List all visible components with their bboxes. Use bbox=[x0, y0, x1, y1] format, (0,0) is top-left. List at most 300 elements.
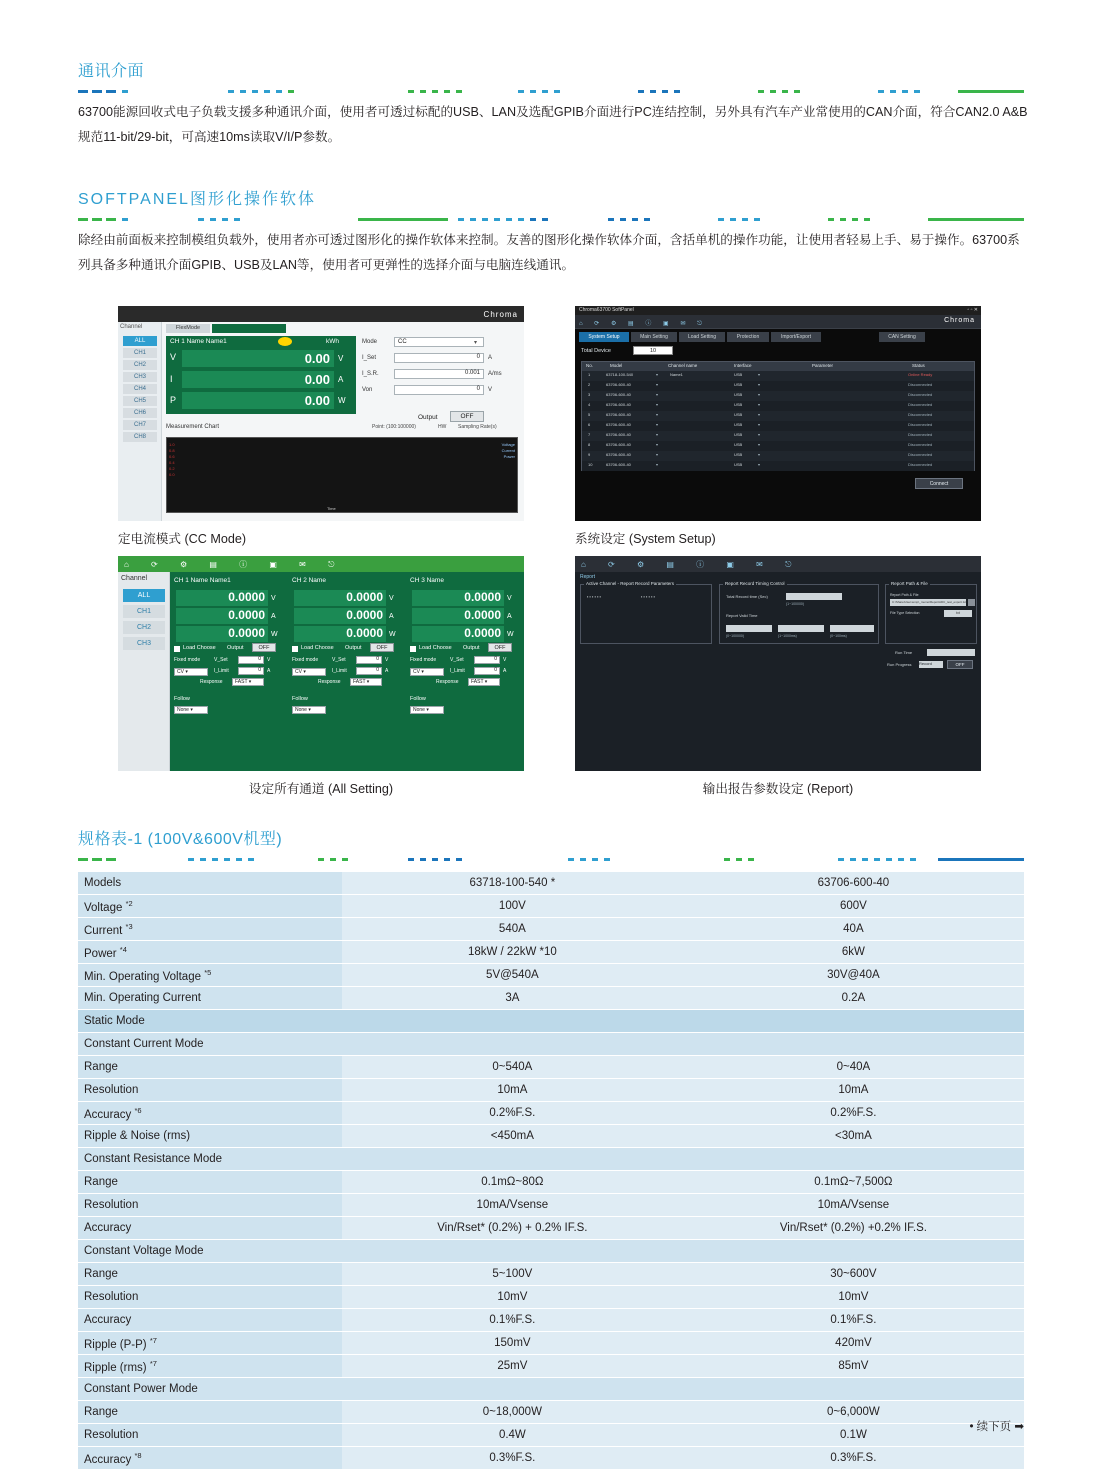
i-limit-input[interactable] bbox=[356, 667, 382, 675]
as-sidebar-item-all[interactable]: ALL bbox=[123, 589, 165, 602]
cc-field-value-mode[interactable]: CC bbox=[394, 337, 484, 347]
ss-tabs[interactable] bbox=[579, 332, 977, 342]
v-set-value: 0 bbox=[376, 656, 379, 662]
cc-row-unit-i: I bbox=[170, 374, 173, 384]
channel-unit-v: V bbox=[271, 595, 276, 602]
response-label: Response bbox=[200, 679, 223, 685]
rp-field-label-total: Total Record time (Sec) bbox=[726, 594, 768, 599]
table-row[interactable] bbox=[582, 461, 974, 471]
spec-row bbox=[78, 872, 1024, 895]
spec-label: Power $^{*4}$ bbox=[78, 941, 342, 964]
cc-chart-legend bbox=[502, 442, 515, 460]
channel-value-box-i bbox=[412, 608, 504, 624]
spec-label: Range bbox=[78, 1263, 342, 1286]
rp-field-input-valid[interactable] bbox=[726, 625, 772, 632]
follow-select[interactable]: None ▾ bbox=[292, 706, 326, 714]
spec-row bbox=[78, 1102, 1024, 1125]
cc-legend-current: Current bbox=[501, 448, 515, 453]
cell-no: 8 bbox=[588, 442, 591, 447]
cc-field-label-von: Von bbox=[362, 387, 373, 393]
spec-value-model1: 5~100V bbox=[342, 1263, 683, 1286]
load-choose-checkbox[interactable] bbox=[174, 646, 180, 652]
response-label: Response bbox=[436, 679, 459, 685]
cc-row-suffix-v: V bbox=[338, 354, 344, 363]
output-label: Output bbox=[345, 645, 362, 651]
table-row[interactable] bbox=[582, 441, 974, 451]
rp-field-hint-total: (1~100000) bbox=[786, 602, 805, 606]
caption-report: 输出报告参数设定 (Report) bbox=[702, 782, 854, 796]
load-choose-checkbox[interactable] bbox=[410, 646, 416, 652]
channel-value-box-p bbox=[176, 626, 268, 642]
toolbar-icons[interactable]: ⌂ ⟳ ⚙ ▤ ⓘ ▣ ✉ ⎋ bbox=[579, 321, 707, 327]
channel-value-box-v bbox=[412, 590, 504, 606]
cc-tab-flexmode[interactable]: FlexMode bbox=[166, 324, 210, 333]
spec-row bbox=[78, 1056, 1024, 1079]
cell-model: 63706-600-40 bbox=[606, 452, 631, 457]
dropdown-arrow-icon[interactable]: ▾ bbox=[758, 392, 761, 397]
spec-row bbox=[78, 1309, 1024, 1332]
col-parameter: Parameter bbox=[812, 363, 834, 368]
cc-field-unit-von: V bbox=[488, 387, 493, 393]
cell-interface[interactable]: USB bbox=[734, 442, 743, 447]
rp-progress-label: Run Progress bbox=[887, 662, 912, 667]
channel-unit-i: A bbox=[271, 613, 276, 620]
spec-table bbox=[78, 872, 1024, 1470]
spec-row bbox=[78, 895, 1024, 918]
v-set-input[interactable] bbox=[238, 656, 264, 664]
spec-value-model2: 10mV bbox=[683, 1286, 1024, 1309]
spec-value-model1: 100V bbox=[342, 895, 683, 918]
cc-field-label-isr: I_S.R. bbox=[362, 371, 379, 377]
cell-no: 5 bbox=[588, 412, 591, 417]
channel-value-v: 0.0000 bbox=[346, 590, 383, 604]
spec-group-label: Static Mode bbox=[78, 1010, 1024, 1033]
cc-sidebar-item-ch1[interactable]: CH1 bbox=[123, 348, 157, 358]
spec-group-label: Constant Current Mode bbox=[78, 1033, 1024, 1056]
dropdown-arrow-icon[interactable]: ▾ bbox=[758, 432, 761, 437]
follow-select[interactable]: None ▾ bbox=[174, 706, 208, 714]
fixed-mode-select[interactable]: CV ▾ bbox=[410, 668, 444, 676]
cc-sidebar-item-all[interactable]: ALL bbox=[123, 336, 157, 346]
spec-value-model2: 0.2%F.S. bbox=[683, 1102, 1024, 1125]
i-limit-value: 0 bbox=[258, 667, 261, 673]
spec-value-model1: 0~18,000W bbox=[342, 1401, 683, 1424]
spec-value-model2: 10mA bbox=[683, 1079, 1024, 1102]
channel-value-box-p bbox=[412, 626, 504, 642]
spec-value-model2: 0.1W bbox=[683, 1424, 1024, 1447]
as-sidebar-item-ch3[interactable]: CH3 bbox=[123, 637, 165, 650]
table-row[interactable] bbox=[582, 451, 974, 461]
channel-unit-p: W bbox=[389, 631, 396, 638]
spec-label: Min. Operating Current bbox=[78, 987, 342, 1010]
col-channel-name: Channel name bbox=[668, 363, 698, 368]
rp-path-value[interactable]: C:\Share\User.temp\_memo\ReportADC_test_export.txt bbox=[892, 600, 966, 604]
spec-label: Accuracy $^{*8}$ bbox=[78, 1447, 342, 1470]
cc-sidebar-title: Channel bbox=[120, 324, 143, 330]
screenshot-report bbox=[575, 556, 981, 771]
spec-value-model2: Vin/Rset* (0.2%) +0.2% IF.S. bbox=[683, 1217, 1024, 1240]
chevron-down-icon[interactable]: ▾ bbox=[474, 340, 478, 346]
i-limit-label: I_Limit bbox=[214, 668, 229, 674]
channel-value-i: 0.0000 bbox=[464, 608, 501, 622]
spec-value-model1: 0.1mΩ~80Ω bbox=[342, 1171, 683, 1194]
i-limit-value: 0 bbox=[376, 667, 379, 673]
spec-value-model2: 30V@40A bbox=[683, 964, 1024, 987]
rp-checkbox-list-a[interactable]: ▪ ▪ ▪ ▪ ▪ ▪ bbox=[587, 594, 602, 599]
spec-row bbox=[78, 987, 1024, 1010]
spec-value-model2: 85mV bbox=[683, 1355, 1024, 1378]
cell-no: 3 bbox=[588, 392, 591, 397]
cc-chart-title: Measurement Chart bbox=[166, 424, 220, 430]
channel-value-i: 0.0000 bbox=[346, 608, 383, 622]
spec-label: Voltage $^{*2}$ bbox=[78, 895, 342, 918]
rp-record-toggle[interactable]: OFF bbox=[947, 660, 973, 669]
spec-value-model2: 0.1%F.S. bbox=[683, 1309, 1024, 1332]
cc-chart-area bbox=[166, 437, 518, 513]
paragraph-communication: 63700能源回收式电子负载支援多种通讯介面，使用者可透过标配的USB、LAN及选配GPIB介面进行PC连结控制，另外具有汽车产业常使用的CAN介面，符合CAN2.0 A&B规范11-bit/29-bit，可高速10ms读取V/I/P参数。 bbox=[78, 105, 1028, 144]
table-row[interactable] bbox=[582, 421, 974, 431]
spec-label: Resolution bbox=[78, 1079, 342, 1102]
spec-value-model1: 10mA bbox=[342, 1079, 683, 1102]
cell-interface[interactable]: USB bbox=[734, 392, 743, 397]
spec-value-model2: 40A bbox=[683, 918, 1024, 941]
spec-row bbox=[78, 964, 1024, 987]
cell-interface[interactable]: USB bbox=[734, 402, 743, 407]
spec-row bbox=[78, 1263, 1024, 1286]
i-limit-value: 0 bbox=[494, 667, 497, 673]
cc-sidebar-item-ch6[interactable]: CH6 bbox=[123, 408, 157, 418]
spec-row bbox=[78, 1125, 1024, 1148]
spec-value-model2: 0.2A bbox=[683, 987, 1024, 1010]
channel-title: CH 2 Name bbox=[292, 577, 326, 584]
section-title-softpanel: SOFTPANEL图形化操作软体 bbox=[78, 191, 316, 208]
fixed-mode-select[interactable]: CV ▾ bbox=[174, 668, 208, 676]
channel-value-box-v bbox=[176, 590, 268, 606]
cc-value-p: 0.00 bbox=[304, 393, 330, 408]
spec-row bbox=[78, 1010, 1024, 1033]
dropdown-arrow-icon[interactable]: ▾ bbox=[656, 452, 659, 457]
cc-kwh-label: kWh bbox=[326, 338, 339, 345]
rp-body bbox=[575, 572, 981, 771]
cc-field-label-mode: Mode bbox=[362, 339, 378, 345]
spec-label: Ripple (rms) $^{*7}$ bbox=[78, 1355, 342, 1378]
cc-output-label: Output bbox=[418, 414, 438, 421]
cell-status: Disconnected bbox=[908, 442, 933, 447]
cc-chart-xaxis-label: Time bbox=[327, 506, 336, 511]
output-toggle[interactable]: OFF bbox=[488, 643, 512, 652]
cell-no: 1 bbox=[588, 372, 591, 377]
cc-field-unit-iset: A bbox=[488, 355, 493, 361]
as-sidebar-item-ch1[interactable]: CH1 bbox=[123, 605, 165, 618]
tab-can-setting[interactable]: CAN Setting bbox=[879, 332, 925, 342]
table-row[interactable] bbox=[582, 391, 974, 401]
v-set-unit: V bbox=[267, 657, 271, 663]
tab-load-setting[interactable]: Load Setting bbox=[679, 332, 725, 342]
i-limit-input[interactable] bbox=[238, 667, 264, 675]
spec-row bbox=[78, 918, 1024, 941]
follow-label: Follow bbox=[174, 696, 190, 702]
spec-label: Ripple (P-P) $^{*7}$ bbox=[78, 1332, 342, 1355]
spec-row bbox=[78, 1079, 1024, 1102]
cell-model: 63706-600-40 bbox=[606, 442, 631, 447]
folder-icon[interactable] bbox=[968, 599, 975, 606]
dropdown-arrow-icon[interactable]: ▾ bbox=[656, 422, 659, 427]
response-select[interactable]: FAST ▾ bbox=[232, 678, 264, 686]
cc-sidebar-item-ch4[interactable]: CH4 bbox=[123, 384, 157, 394]
channel-value-v: 0.0000 bbox=[228, 590, 265, 604]
response-select[interactable]: FAST ▾ bbox=[350, 678, 382, 686]
rp-record-label: Record bbox=[919, 661, 932, 666]
as-sidebar-title: Channel bbox=[121, 575, 148, 582]
cc-field-value-iset: 0 bbox=[476, 354, 480, 360]
cc-sidebar-item-ch5[interactable]: CH5 bbox=[123, 396, 157, 406]
spec-label: Range bbox=[78, 1401, 342, 1424]
i-limit-label: I_Limit bbox=[332, 668, 347, 674]
spec-row bbox=[78, 1217, 1024, 1240]
dropdown-arrow-icon[interactable]: ▾ bbox=[656, 442, 659, 447]
rp-group-active-channel bbox=[580, 581, 712, 644]
cell-model: 63706-600-40 bbox=[606, 402, 631, 407]
dropdown-arrow-icon[interactable]: ▾ bbox=[758, 442, 761, 447]
rp-group-timing bbox=[719, 581, 879, 644]
follow-label: Follow bbox=[410, 696, 426, 702]
rp-runtime-value bbox=[927, 649, 975, 656]
cell-interface[interactable]: USB bbox=[734, 412, 743, 417]
cell-model: 63706-600-40 bbox=[606, 432, 631, 437]
rp-field-input-3[interactable] bbox=[830, 625, 874, 632]
spec-row bbox=[78, 1194, 1024, 1217]
table-row[interactable] bbox=[582, 401, 974, 411]
ss-total-value[interactable]: 10 bbox=[633, 346, 673, 355]
cc-field-box-von[interactable] bbox=[394, 385, 484, 395]
output-toggle[interactable]: OFF bbox=[252, 643, 276, 652]
cell-interface[interactable]: USB bbox=[734, 462, 743, 467]
fixed-mode-select[interactable]: CV ▾ bbox=[292, 668, 326, 676]
rp-toolbar[interactable] bbox=[575, 556, 981, 572]
cc-row-value-box-p bbox=[182, 392, 334, 409]
v-set-unit: V bbox=[503, 657, 507, 663]
rp-field-input-total[interactable] bbox=[786, 593, 842, 600]
ss-titlebar bbox=[575, 306, 981, 315]
cc-legend-voltage: Voltage bbox=[501, 442, 515, 447]
as-sidebar-item-ch2[interactable]: CH2 bbox=[123, 621, 165, 634]
spec-row bbox=[78, 1286, 1024, 1309]
i-limit-input[interactable] bbox=[474, 667, 500, 675]
spec-label: Ripple & Noise (rms) bbox=[78, 1125, 342, 1148]
spec-value-model1: 0.1%F.S. bbox=[342, 1309, 683, 1332]
cell-no: 2 bbox=[588, 382, 591, 387]
channel-column bbox=[288, 572, 406, 771]
rp-filetype-label: File Type Selection bbox=[890, 611, 920, 615]
spec-value-model1: 25mV bbox=[342, 1355, 683, 1378]
spec-value-model2: 420mV bbox=[683, 1332, 1024, 1355]
i-limit-label: I_Limit bbox=[450, 668, 465, 674]
dropdown-arrow-icon[interactable]: ▾ bbox=[656, 372, 659, 377]
rp-filetype-value[interactable]: txt bbox=[944, 610, 972, 617]
cc-row-suffix-i: A bbox=[338, 375, 344, 384]
dropdown-arrow-icon[interactable]: ▾ bbox=[758, 372, 761, 377]
channel-unit-v: V bbox=[507, 595, 512, 602]
dropdown-arrow-icon[interactable]: ▾ bbox=[758, 462, 761, 467]
channel-value-box-i bbox=[294, 608, 386, 624]
cc-sidebar-item-ch3[interactable]: CH3 bbox=[123, 372, 157, 382]
spec-group-label: Constant Voltage Mode bbox=[78, 1240, 1024, 1263]
cell-no: 4 bbox=[588, 402, 591, 407]
dropdown-arrow-icon[interactable]: ▾ bbox=[656, 402, 659, 407]
cc-settings bbox=[362, 336, 518, 436]
table-row[interactable] bbox=[582, 431, 974, 441]
spec-value-model1: <450mA bbox=[342, 1125, 683, 1148]
spec-value-model1: 63718-100-540 * bbox=[342, 872, 683, 895]
spec-row bbox=[78, 1424, 1024, 1447]
divider-rule-3 bbox=[78, 850, 1024, 857]
dropdown-arrow-icon[interactable]: ▾ bbox=[656, 412, 659, 417]
tab-protection[interactable]: Protection bbox=[727, 332, 769, 342]
cc-row-value-box-i bbox=[182, 371, 334, 388]
channel-value-p: 0.0000 bbox=[346, 626, 383, 640]
cell-interface[interactable]: USB bbox=[734, 452, 743, 457]
dropdown-arrow-icon[interactable]: ▾ bbox=[758, 382, 761, 387]
cell-status: Disconnected bbox=[908, 392, 933, 397]
channel-unit-v: V bbox=[389, 595, 394, 602]
ss-total-label: Total Device bbox=[581, 348, 611, 354]
dropdown-arrow-icon[interactable]: ▾ bbox=[758, 422, 761, 427]
fixed-mode-label: Fixed mode bbox=[410, 657, 437, 663]
cc-chart-sampling: Sampling Rate(s) bbox=[458, 424, 497, 430]
cell-channel-name: Name1 bbox=[670, 372, 683, 377]
spec-title: 规格表-1 (100V&600V机型) bbox=[78, 831, 283, 848]
table-row[interactable] bbox=[582, 381, 974, 391]
dropdown-arrow-icon[interactable]: ▾ bbox=[758, 452, 761, 457]
spec-label: Accuracy bbox=[78, 1217, 342, 1240]
spec-value-model1: 5V@540A bbox=[342, 964, 683, 987]
spec-row bbox=[78, 1355, 1024, 1378]
cc-sidebar[interactable] bbox=[118, 322, 162, 521]
as-sidebar[interactable] bbox=[118, 572, 170, 771]
dropdown-arrow-icon[interactable]: ▾ bbox=[758, 402, 761, 407]
as-channel-area bbox=[170, 572, 524, 771]
cc-chart-hw: HW bbox=[438, 424, 447, 430]
spec-group-label: Constant Power Mode bbox=[78, 1378, 1024, 1401]
v-set-input[interactable] bbox=[356, 656, 382, 664]
v-set-value: 0 bbox=[258, 656, 261, 662]
cc-output-toggle[interactable]: OFF bbox=[450, 411, 484, 422]
rp-panel-word: Report bbox=[580, 574, 596, 580]
spec-value-model2: 30~600V bbox=[683, 1263, 1024, 1286]
cell-interface[interactable]: USB bbox=[734, 422, 743, 427]
screenshot-all-setting bbox=[118, 556, 524, 771]
cell-interface[interactable]: USB bbox=[734, 372, 743, 377]
spec-value-model2: 0~40A bbox=[683, 1056, 1024, 1079]
v-set-input[interactable] bbox=[474, 656, 500, 664]
v-set-label: V_Set bbox=[214, 657, 228, 663]
follow-label: Follow bbox=[292, 696, 308, 702]
cell-interface[interactable]: USB bbox=[734, 432, 743, 437]
tab-system-setup[interactable]: System Setup bbox=[579, 332, 629, 342]
window-controls-icon[interactable]: ▫ ▫ ✕ bbox=[967, 307, 978, 313]
rp-path-label: Report Path & File bbox=[890, 593, 919, 597]
spec-value-model2: 6kW bbox=[683, 941, 1024, 964]
spec-value-model1: 18kW / 22kW *10 bbox=[342, 941, 683, 964]
connect-button[interactable]: Connect bbox=[915, 478, 963, 489]
spec-label: Min. Operating Voltage $^{*5}$ bbox=[78, 964, 342, 987]
dropdown-arrow-icon[interactable]: ▾ bbox=[656, 392, 659, 397]
spec-value-model2: 600V bbox=[683, 895, 1024, 918]
cc-sidebar-item-ch8[interactable]: CH8 bbox=[123, 432, 157, 442]
dropdown-arrow-icon[interactable]: ▾ bbox=[656, 462, 659, 467]
response-select[interactable]: FAST ▾ bbox=[468, 678, 500, 686]
cc-field-box-iset[interactable] bbox=[394, 353, 484, 363]
dropdown-arrow-icon[interactable]: ▾ bbox=[656, 382, 659, 387]
ss-window-title: Chroma63700 SoftPanel bbox=[579, 307, 634, 313]
rp-field-input-2[interactable] bbox=[778, 625, 824, 632]
warning-icon bbox=[278, 337, 292, 346]
cell-no: 9 bbox=[588, 452, 591, 457]
spec-label: Current $^{*3}$ bbox=[78, 918, 342, 941]
table-row[interactable] bbox=[582, 371, 974, 381]
cc-chart-header bbox=[166, 422, 518, 436]
rp-toolbar-icons[interactable]: ⌂ ⟳ ⚙ ▤ ⓘ ▣ ✉ ⎋ bbox=[581, 560, 802, 569]
cell-status: Disconnected bbox=[908, 402, 933, 407]
cell-no: 6 bbox=[588, 422, 591, 427]
cc-tab-strip bbox=[212, 324, 286, 333]
channel-unit-p: W bbox=[507, 631, 514, 638]
channel-column bbox=[406, 572, 524, 771]
channel-title: CH 3 Name bbox=[410, 577, 444, 584]
col-status: Status bbox=[912, 363, 925, 368]
spec-value-model1: 10mA/Vsense bbox=[342, 1194, 683, 1217]
rp-group1-title: Active Channel - Report Record Parameters bbox=[586, 581, 675, 586]
ss-toolbar[interactable] bbox=[575, 315, 981, 329]
response-label: Response bbox=[318, 679, 341, 685]
channel-value-v: 0.0000 bbox=[464, 590, 501, 604]
cc-sidebar-item-ch2[interactable]: CH2 bbox=[123, 360, 157, 370]
output-toggle[interactable]: OFF bbox=[370, 643, 394, 652]
spec-value-model1: 0.3%F.S. bbox=[342, 1447, 683, 1470]
screenshot-cc-mode bbox=[118, 306, 524, 521]
as-toolbar[interactable] bbox=[118, 556, 524, 572]
cell-no: 7 bbox=[588, 432, 591, 437]
cc-field-value-von: 0 bbox=[476, 386, 480, 392]
v-set-value: 0 bbox=[494, 656, 497, 662]
cc-titlebar bbox=[118, 306, 524, 322]
spec-row bbox=[78, 1332, 1024, 1355]
follow-select[interactable]: None ▾ bbox=[410, 706, 444, 714]
spec-value-model1: 0.2%F.S. bbox=[342, 1102, 683, 1125]
rp-field-hint-3: (0~100ms) bbox=[830, 634, 847, 638]
tab-main-setting[interactable]: Main Setting bbox=[631, 332, 677, 342]
rp-checkbox-list-b[interactable]: ▪ ▪ ▪ ▪ ▪ ▪ bbox=[641, 594, 656, 599]
spec-label: Range bbox=[78, 1056, 342, 1079]
dropdown-arrow-icon[interactable]: ▾ bbox=[656, 432, 659, 437]
cc-field-box-isr[interactable] bbox=[394, 369, 484, 379]
cc-sidebar-item-ch7[interactable]: CH7 bbox=[123, 420, 157, 430]
spec-row bbox=[78, 1148, 1024, 1171]
as-toolbar-icons[interactable]: ⌂ ⟳ ⚙ ▤ ⓘ ▣ ✉ ⎋ bbox=[124, 560, 345, 569]
cell-interface[interactable]: USB bbox=[734, 382, 743, 387]
dropdown-arrow-icon[interactable]: ▾ bbox=[758, 412, 761, 417]
spec-value-model2: 63706-600-40 bbox=[683, 872, 1024, 895]
tab-import-export[interactable]: Import/Export bbox=[771, 332, 821, 342]
rp-group-path bbox=[885, 581, 977, 644]
cc-row-unit-v: V bbox=[170, 352, 177, 362]
channel-title: CH 1 Name Name1 bbox=[174, 577, 231, 584]
cell-model: 63718-100-540 bbox=[606, 372, 634, 377]
table-row[interactable] bbox=[582, 411, 974, 421]
cell-status: Disconnected bbox=[908, 412, 933, 417]
spec-row bbox=[78, 1033, 1024, 1056]
load-choose-checkbox[interactable] bbox=[292, 646, 298, 652]
